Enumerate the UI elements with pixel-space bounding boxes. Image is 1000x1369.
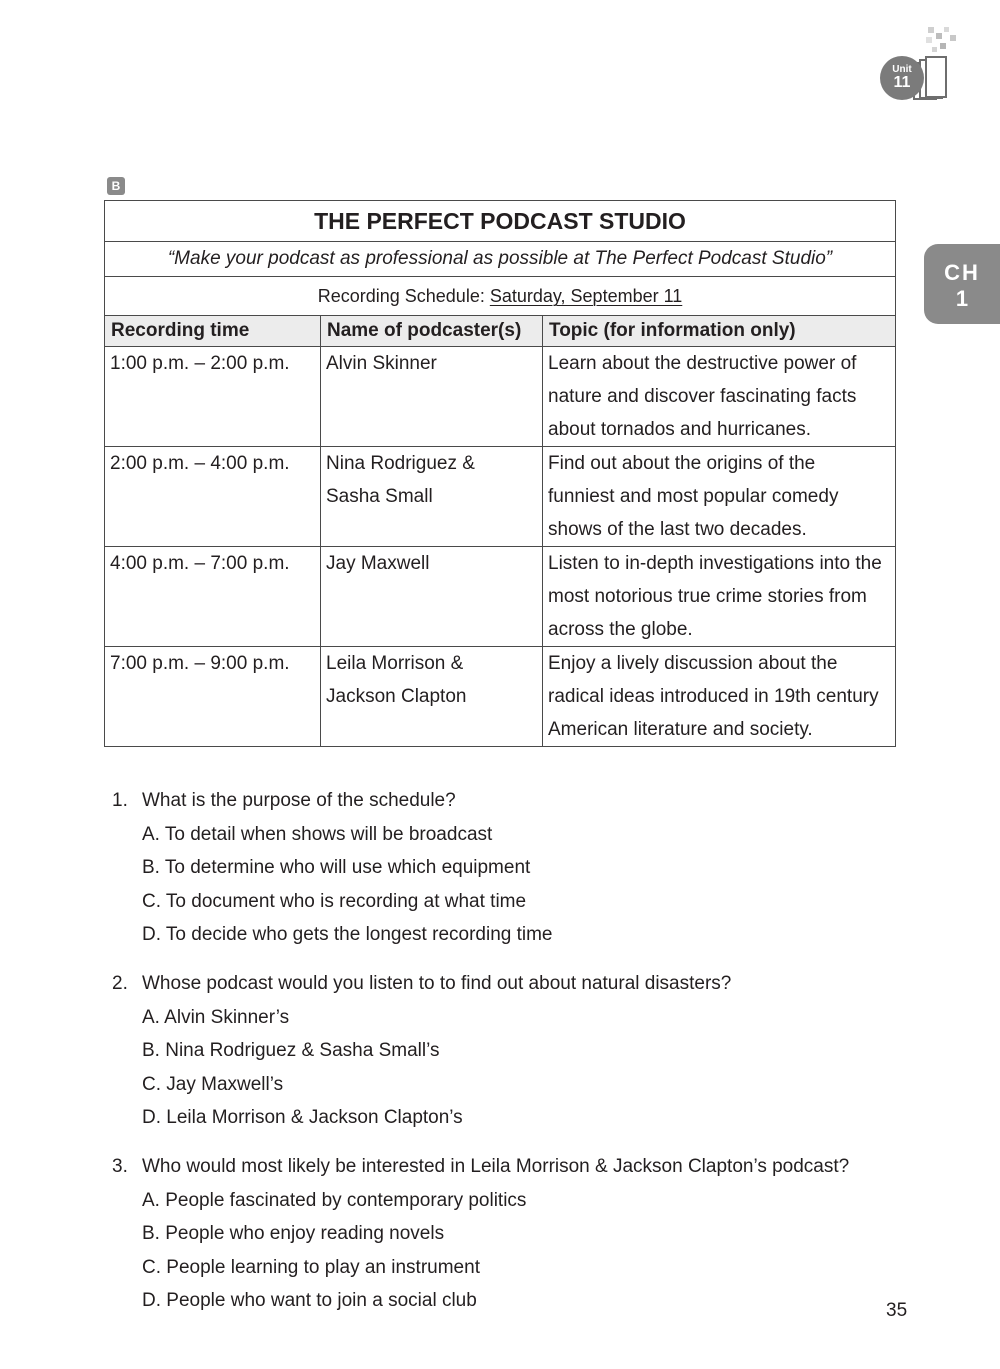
chapter-letters: CH <box>944 260 980 285</box>
table-row <box>105 547 896 647</box>
answer-option: C. Jay Maxwell’s <box>142 1073 284 1095</box>
cell-time: 7:00 p.m. – 9:00 p.m. <box>105 647 321 747</box>
answer-option: A. Alvin Skinner’s <box>142 1006 290 1028</box>
answer-option: D. Leila Morrison & Jackson Clapton’s <box>142 1107 463 1128</box>
recording-schedule-label: Recording Schedule: <box>317 286 490 306</box>
topic-line: Listen to in-depth investigations into the <box>548 553 882 574</box>
table-slogan-row <box>105 242 896 277</box>
column-header-topic: Topic (for information only) <box>543 316 896 347</box>
unit-indicator <box>880 56 924 100</box>
answer-option: D. To decide who gets the longest recording time <box>142 924 553 945</box>
question-text-line <box>112 784 849 818</box>
schedule-title: THE PERFECT PODCAST STUDIO <box>105 201 896 242</box>
recording-schedule-date: Saturday, September 11 <box>489 286 683 306</box>
cell-time: 1:00 p.m. – 2:00 p.m. <box>105 347 321 447</box>
cell-time: 2:00 p.m. – 4:00 p.m. <box>105 447 321 547</box>
table-row <box>105 647 896 747</box>
cell-topic <box>543 447 896 547</box>
topic-line: funniest and most popular comedy <box>548 486 839 507</box>
unit-label: Unit <box>892 64 912 75</box>
question-text: Who would most likely be interested in Leila Morrison & Jackson Clapton’s podcast? <box>142 1156 850 1177</box>
table-header-row <box>105 316 896 347</box>
schedule-table <box>104 200 896 747</box>
recording-schedule <box>105 277 896 316</box>
cell-time: 4:00 p.m. – 7:00 p.m. <box>105 547 321 647</box>
schedule-slogan: “Make your podcast as professional as possible at The Perfect Podcast Studio” <box>105 242 896 277</box>
topic-line: American literature and society. <box>548 719 813 740</box>
cell-names <box>321 647 543 747</box>
table-title-row <box>105 201 896 242</box>
question-text-line <box>112 967 849 1001</box>
topic-line: radical ideas introduced in 19th century <box>548 686 879 707</box>
unit-number: 11 <box>893 74 911 91</box>
topic-line: most notorious true crime stories from <box>548 586 867 607</box>
topic-line: Learn about the destructive power of <box>548 353 857 374</box>
question-text: What is the purpose of the schedule? <box>142 790 456 811</box>
table-row <box>105 447 896 547</box>
name-line: Jackson Clapton <box>326 686 467 707</box>
question-item <box>112 1150 849 1318</box>
answer-option: C. People learning to play an instrument <box>142 1256 480 1278</box>
answer-option: B. To determine who will use which equipment <box>142 857 531 878</box>
column-header-time: Recording time <box>105 316 321 347</box>
name-line: Alvin Skinner <box>326 353 437 374</box>
cell-topic <box>543 547 896 647</box>
topic-line: Enjoy a lively discussion about the <box>548 653 838 674</box>
topic-line: across the globe. <box>548 619 693 640</box>
topic-line: shows of the last two decades. <box>548 519 807 540</box>
column-header-names: Name of podcaster(s) <box>321 316 543 347</box>
topic-line: about tornados and hurricanes. <box>548 419 812 440</box>
answer-option: A. To detail when shows will be broadcast <box>142 823 493 845</box>
question-text: Whose podcast would you listen to to find out about natural disasters? <box>142 973 732 994</box>
name-line: Leila Morrison & <box>326 653 464 674</box>
cell-names <box>321 347 543 447</box>
topic-line: Find out about the origins of the <box>548 453 816 474</box>
chapter-tab <box>924 244 1000 324</box>
section-marker: B <box>107 177 125 195</box>
cell-names <box>321 547 543 647</box>
chapter-number: 1 <box>955 286 969 311</box>
question-item <box>112 784 849 952</box>
answer-option: B. People who enjoy reading novels <box>142 1223 445 1244</box>
answer-option: D. People who want to join a social club <box>142 1290 477 1311</box>
page-number: 35 <box>886 1300 908 1321</box>
cell-topic <box>543 347 896 447</box>
cell-topic <box>543 647 896 747</box>
topic-line: nature and discover fascinating facts <box>548 386 857 407</box>
table-schedule-row <box>105 277 896 316</box>
question-number: 2. <box>112 973 128 994</box>
name-line: Sasha Small <box>326 486 433 507</box>
unit-badge <box>880 55 950 105</box>
question-text-line <box>112 1150 849 1184</box>
name-line: Jay Maxwell <box>326 553 430 574</box>
decorative-pixels-icon <box>922 25 958 55</box>
answer-option: B. Nina Rodriguez & Sasha Small’s <box>142 1040 440 1061</box>
question-number: 1. <box>112 790 128 811</box>
table-row <box>105 347 896 447</box>
name-line: Nina Rodriguez & <box>326 453 475 474</box>
question-list <box>112 784 849 1333</box>
question-item <box>112 967 849 1135</box>
question-number: 3. <box>112 1156 128 1177</box>
answer-option: C. To document who is recording at what time <box>142 890 527 912</box>
cell-names <box>321 447 543 547</box>
answer-option: A. People fascinated by contemporary politics <box>142 1189 527 1211</box>
